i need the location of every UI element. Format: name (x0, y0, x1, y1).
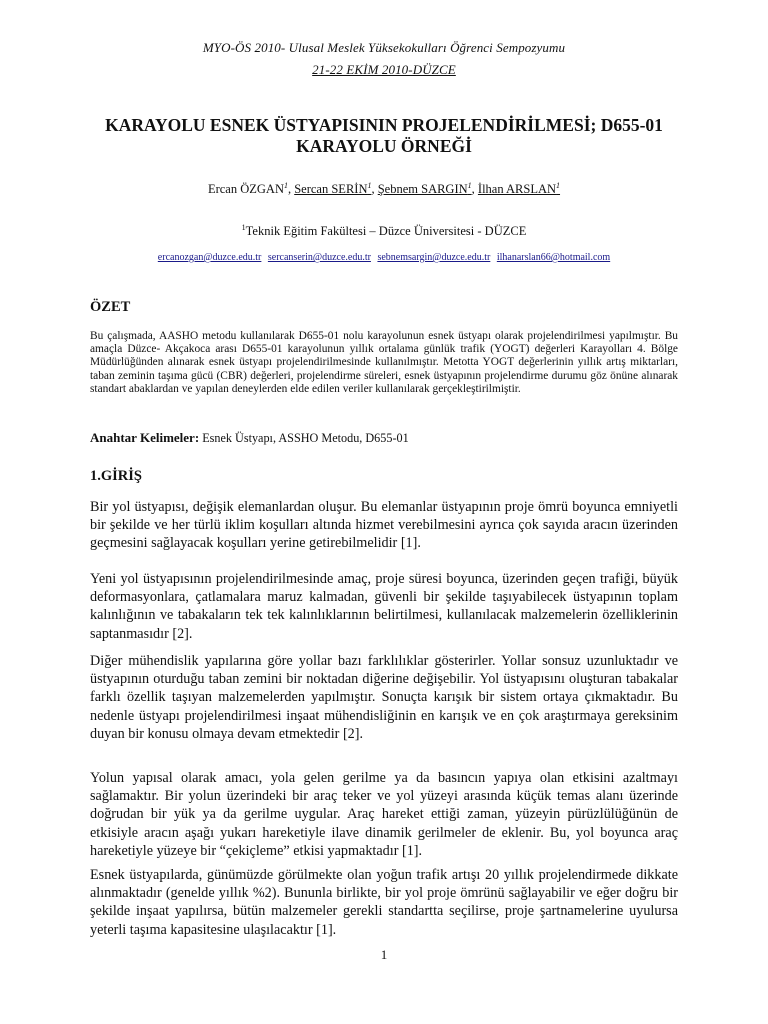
paper-title (0, 115, 768, 157)
email-link-2[interactable]: sercanserin@duzce.edu.tr (267, 252, 371, 263)
author-1: Ercan ÖZGAN$^1$ (207, 181, 288, 197)
abstract-text: Bu çalışmada, AASHO metodu kullanılarak D655-01 nolu karayolunun esnek üstyapı olarak projelendirilmesi yapılmıştır. Bu amaçla Düzce- Akçakoca arası D655-01 karayolunun yıllık ortalama günlük trafik (YOGT) değerleri Karayolları 4. Bölge Müdürlüğünden alınarak esnek üstyapı projelendirilmesinde kullanılmıştır. Metotta YOGT değerlerinin yıllık artış miktarları, taban zeminin taşıma gücü (CBR) değerleri, projelendirme süreleri, esnek üstyapının projelendirme durumu göz önüne alınarak standart abaklardan ve yapılan deneylerden elde edilen veriler kullanılarak gerçekleştirilmiştir. (90, 330, 678, 395)
email-link-1[interactable]: ercanozgan@duzce.edu.tr (157, 252, 262, 263)
title-line-2: KARAYOLU ÖRNEĞİ (296, 136, 472, 156)
paragraph-5: Esnek üstyapılarda, günümüzde görülmekte olan yoğun trafik artışı 20 yıllık projelendirmede dikkate alınmaktadır (genelde yıllık %2). Bununla birlikte, bir yol proje ömrünü sağlayabilir ve eğer doğru bir şekilde inşaat yapılırsa, bütün malzemeler gerekli standartta seçilirse, proje şartnamelerine uyulursa yeterli taşıma kapasitesine ulaşılacaktır [1]. (90, 867, 678, 938)
section-heading-intro: 1.GİRİŞ (90, 468, 142, 484)
abstract-heading: ÖZET (90, 299, 131, 315)
affiliation-text: Teknik Eğitim Fakültesi – Düzce Üniversitesi - DÜZCE (245, 224, 527, 239)
paragraph-2: Yeni yol üstyapısının projelendirilmesinde amaç, proje süresi boyunca, üzerinden geçen trafiği, büyük deformasyonlara, çatlamalara maruz kalmadan, güvenli bir şekilde taşıyabilecek üstyapının toplam kalınlığının ve tabakaların tek tek kalınlıklarının belirtilmesi, kullanılacak malzemelerin özelliklerinin saptanmasıdır [2]. (90, 571, 678, 642)
affiliation-marker: 1 (241, 223, 246, 232)
affiliation (0, 223, 768, 239)
author-3: Şebnem SARGIN$^1$ (377, 181, 472, 197)
symposium-header: MYO-ÖS 2010- Ulusal Meslek Yüksekokulları Öğrenci Sempozyumu (202, 40, 566, 55)
paragraph-4: Yolun yapısal olarak amacı, yola gelen gerilme ya da basıncın yapıya olan etkisini azaltmayı sağlamaktır. Bir yolun üzerindeki bir araç teker ve yol yüzeyi arasında küçük temas alanı üzerinde doğrudan bir yük ya da gerilme uygular. Araç hareket ettiği zaman, yüzeyin pürüzlülüğünün de etkisiyle aracın aşağı yukarı hareketiyle ilave dinamik gerilmeler de eklenir. Bu, yol boyunca araç hareketiyle yüzeye bir “çekiçleme” etkisi yapmaktadır [1]. (90, 770, 678, 859)
keywords-label: Anahtar Kelimeler: (90, 430, 200, 445)
paragraph-3: Diğer mühendislik yapılarına göre yollar bazı farklılıklar gösterirler. Yollar sonsuz uzunluktadır ve üstyapının oturduğu taban zemini bir noktadan diğerine değişebilir. Yol üstyapısını oluşturan tabakalar farklı özellik taşıyan malzemelerden yapılmıştır. Sonuçta karışık bir sistem ortaya çıkmaktadır. Bu nedenle üstyapı projelendirilmesi inşaat mühendisliğinin en karışık ve en çok araştırmaya gereksinim duyan bir konusu olmaya devam etmektedir [2]. (90, 653, 678, 742)
email-list (0, 252, 768, 263)
author-2: Sercan SERİN$^1$ (294, 181, 372, 197)
paragraph-1: Bir yol üstyapısı, değişik elemanlardan oluşur. Bu elemanlar üstyapının proje ömrü boyunca emniyetli bir şekilde ve her türlü iklim koşulları altında hizmet verebilmesini ayrıca çok sayıda aracın üzerinden geçmesini sağlayacak koşulları yerine getirebilmelidir [1]. (90, 499, 678, 552)
author-list: Ercan ÖZGAN$^1$, Sercan SERİN$^1$, Şebnem SARGIN$^1$, İlhan ARSLAN$^1$ (207, 181, 561, 197)
keywords-text: Esnek Üstyapı, ASSHO Metodu, D655-01 (202, 431, 409, 445)
email-link-3[interactable]: sebnemsargin@duzce.edu.tr (377, 252, 491, 263)
keywords (90, 430, 678, 446)
date-place-header (0, 62, 768, 78)
email-link-4[interactable]: ilhanarslan66@hotmail.com (496, 252, 611, 263)
title-line-1: KARAYOLU ESNEK ÜSTYAPISININ PROJELENDİRİLMESİ; D655-01 (105, 115, 663, 135)
page-number: 1 (380, 947, 388, 962)
author-4: İlhan ARSLAN$^1$ (477, 181, 561, 197)
date-place-text: 21-22 EKİM 2010-DÜZCE (312, 62, 456, 77)
